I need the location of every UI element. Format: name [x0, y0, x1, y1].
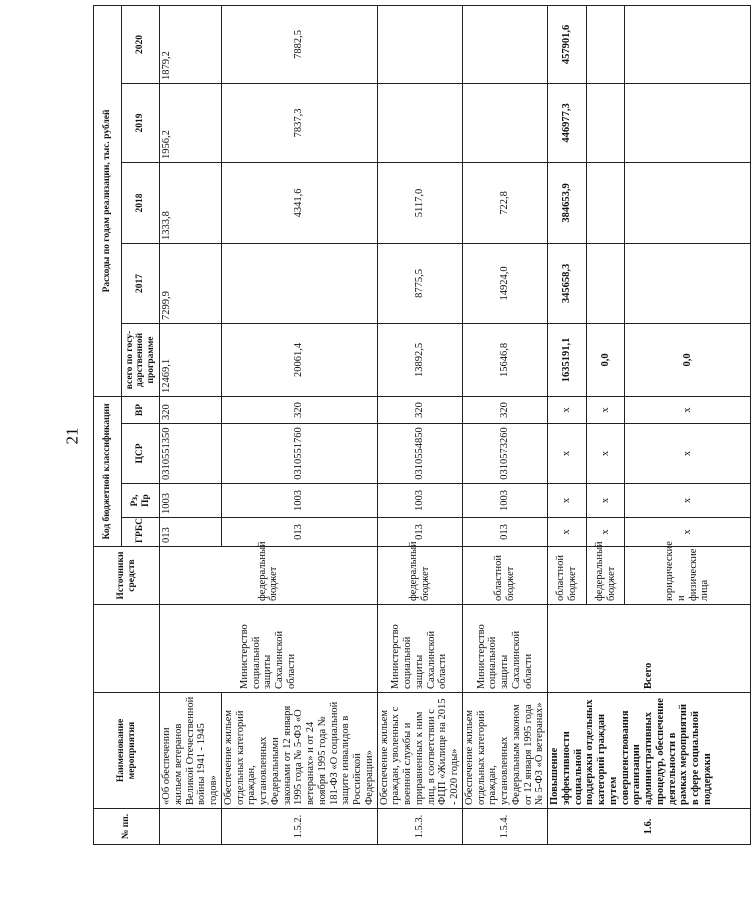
row-2019: 1956,2 — [160, 83, 222, 162]
page-number: 21 — [62, 427, 82, 445]
row-executor: Министерство социальной защиты Сахалинской области — [160, 605, 378, 693]
row-2017: 14924,0 — [462, 243, 547, 323]
row-vr: 320 — [160, 396, 222, 423]
row-csr: 0310551350 — [160, 424, 222, 484]
row-total: 13892,5 — [377, 323, 462, 396]
col-2019-header: 2019 — [122, 83, 160, 162]
row-name: «Об обеспечении жильем ветеранов Великой Отечественной войны 1941 - 1945 годов» — [160, 693, 222, 809]
row-2018: 384653,9 — [548, 162, 587, 243]
row-total: 0,0 — [625, 323, 751, 396]
row-name: Обеспечение жильем отдельных категорий граждан, установленных Федеральным законом от 12 января 1995 года № 5-ФЗ «О ветеранах» — [462, 693, 547, 809]
col-rzpr-header: Рз, Пр — [122, 484, 160, 518]
row-rzpr: 1003 — [462, 484, 547, 518]
col-name-header: Наименование мероприятия — [94, 693, 160, 809]
table-row — [221, 5, 377, 844]
row-grbs: 013 — [377, 518, 462, 547]
row-grbs: 013 — [221, 518, 377, 547]
col-num-header: № пп. — [94, 809, 160, 845]
row-num: 1.6. — [548, 809, 751, 845]
row-vr: 320 — [377, 396, 462, 423]
row-rzpr: х — [625, 484, 751, 518]
row-2019 — [625, 83, 751, 162]
expenses-header: Расходы по годам реализации, тыс. рублей — [94, 5, 122, 396]
rotated-table-wrapper — [93, 6, 713, 845]
row-name: Обеспечение жильем граждан, уволенных с военной службы и приравненных к ним лиц, в соответствии с ФЦП «Жилище на 2015 - 2020 годы» — [377, 693, 462, 809]
row-executor: Всего — [548, 605, 751, 693]
row-total: 15646,8 — [462, 323, 547, 396]
row-source: федеральный бюджет — [587, 547, 625, 605]
table-row — [462, 5, 547, 844]
row-rzpr: х — [548, 484, 587, 518]
row-csr: х — [625, 424, 751, 484]
row-vr: х — [548, 396, 587, 423]
kbk-header: Код бюджетной классификации — [94, 396, 122, 546]
col-executor-header — [94, 605, 160, 693]
row-2017 — [587, 243, 625, 323]
row-source: областной бюджет — [548, 547, 587, 605]
table-row — [548, 5, 587, 844]
row-num: 1.5.2. — [221, 809, 377, 845]
row-executor: Министерство социальной защиты Сахалинской области — [377, 605, 462, 693]
col-2017-header: 2017 — [122, 243, 160, 323]
row-grbs: х — [587, 518, 625, 547]
row-num: 1.5.3. — [377, 809, 462, 845]
col-2020-header: 2020 — [122, 5, 160, 83]
row-2019 — [377, 83, 462, 162]
row-2018: 5117,0 — [377, 162, 462, 243]
row-executor: Министерство социальной защиты Сахалинской области — [462, 605, 547, 693]
row-2018 — [587, 162, 625, 243]
row-2017: 345658,3 — [548, 243, 587, 323]
col-csr-header: ЦСР — [122, 424, 160, 484]
row-vr: х — [587, 396, 625, 423]
row-rzpr: 1003 — [377, 484, 462, 518]
row-source: областной бюджет — [462, 547, 547, 605]
row-csr: 0310551760 — [221, 424, 377, 484]
row-name: Повышение эффективности социальной поддержки отдельных категорий граждан путем совершенствования организации административных процедур, обеспечение деятельности в рамках мероприятий в сфере социальной поддержки — [548, 693, 751, 809]
row-2020 — [587, 5, 625, 83]
row-2020: 7882,5 — [221, 5, 377, 83]
row-csr: 0310554850 — [377, 424, 462, 484]
row-2020 — [462, 5, 547, 83]
row-total: 20061,4 — [221, 323, 377, 396]
row-vr: х — [625, 396, 751, 423]
row-grbs: х — [625, 518, 751, 547]
row-num — [160, 809, 222, 845]
col-source-header: Источники средств — [94, 547, 160, 605]
row-total: 1635191,1 — [548, 323, 587, 396]
row-2018 — [625, 162, 751, 243]
row-2019: 7837,3 — [221, 83, 377, 162]
table-row — [377, 5, 462, 844]
row-grbs: 013 — [462, 518, 547, 547]
row-2019 — [462, 83, 547, 162]
row-source: юридические и физические лица — [625, 547, 751, 605]
row-2020: 1879,2 — [160, 5, 222, 83]
row-2020: 457901,6 — [548, 5, 587, 83]
row-grbs: х — [548, 518, 587, 547]
col-grbs-header: ГРБС — [122, 518, 160, 547]
row-source: федеральный бюджет — [377, 547, 462, 605]
row-2019: 446977,3 — [548, 83, 587, 162]
row-csr: х — [548, 424, 587, 484]
row-total: 12469,1 — [160, 323, 222, 396]
row-rzpr: х — [587, 484, 625, 518]
row-vr: 320 — [221, 396, 377, 423]
row-rzpr: 1003 — [221, 484, 377, 518]
row-rzpr: 1003 — [160, 484, 222, 518]
row-2017: 8775,5 — [377, 243, 462, 323]
row-2020 — [377, 5, 462, 83]
col-total-header: всего по госу-дарственной программе — [122, 323, 160, 396]
row-2017 — [625, 243, 751, 323]
row-2019 — [587, 83, 625, 162]
row-vr: 320 — [462, 396, 547, 423]
row-num: 1.5.4. — [462, 809, 547, 845]
row-source: федеральный бюджет — [160, 547, 378, 605]
table-row — [160, 5, 222, 844]
row-2020 — [625, 5, 751, 83]
row-total: 0,0 — [587, 323, 625, 396]
col-vr-header: ВР — [122, 396, 160, 423]
row-2017 — [221, 243, 377, 323]
row-csr: 0310573260 — [462, 424, 547, 484]
row-name: Обеспечение жильем отдельных категорий граждан, установленных Федеральными законами от 12 января 1995 года № 5-ФЗ «О ветеранах» и от 24 ноября 1995 года № 181-ФЗ «О социальной защите инвалидов в Российской Федерации» — [221, 693, 377, 809]
budget-table — [93, 5, 751, 845]
row-2017: 7299,9 — [160, 243, 222, 323]
row-csr: х — [587, 424, 625, 484]
row-2018: 1333,8 — [160, 162, 222, 243]
row-2018: 722,8 — [462, 162, 547, 243]
col-2018-header: 2018 — [122, 162, 160, 243]
row-grbs: 013 — [160, 518, 222, 547]
row-2018: 4341,6 — [221, 162, 377, 243]
